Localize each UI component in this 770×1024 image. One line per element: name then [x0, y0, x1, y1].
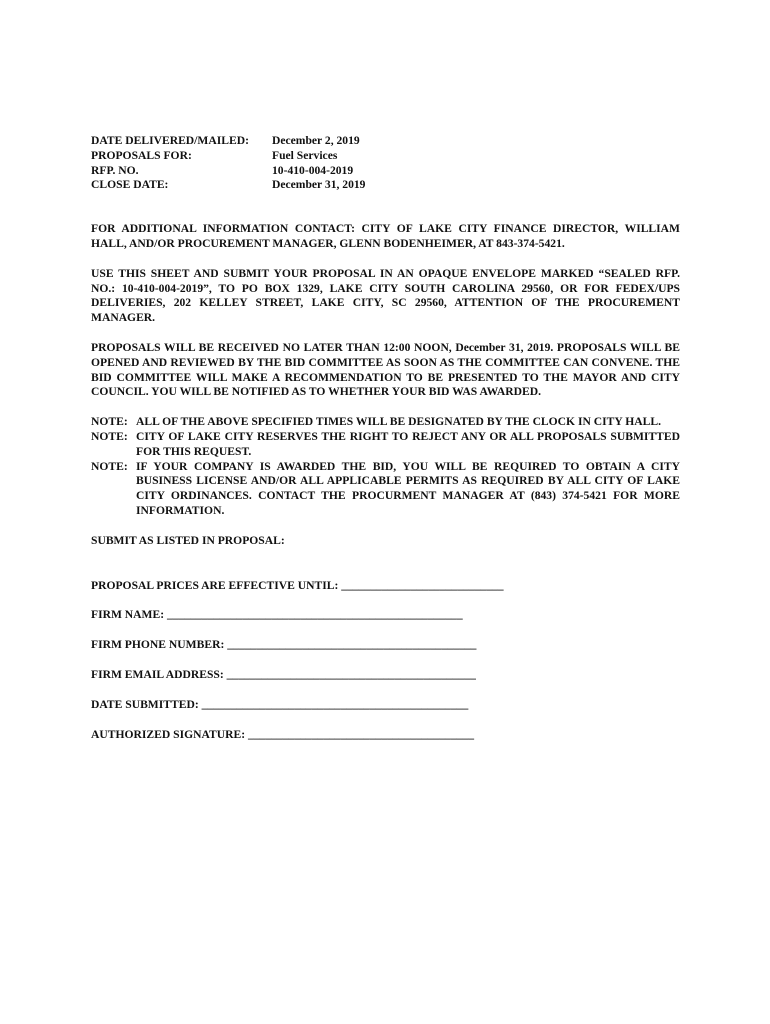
- header-row-rfp-no: [91, 164, 680, 179]
- header-row-close-date: [91, 178, 680, 193]
- note-label: NOTE:: [91, 429, 128, 443]
- header-value: 10-410-004-2019: [272, 163, 354, 177]
- header-label: PROPOSALS FOR:: [91, 148, 192, 162]
- note-business-license: [91, 460, 680, 519]
- header-row-proposals-for: [91, 149, 680, 164]
- field-firm-name[interactable]: FIRM NAME: ___________________________________________________: [91, 608, 463, 622]
- field-proposal-prices-effective[interactable]: PROPOSAL PRICES ARE EFFECTIVE UNTIL: ____________________________: [91, 578, 504, 592]
- note-text: IF YOUR COMPANY IS AWARDED THE BID, YOU WILL BE REQUIRED TO OBTAIN A CITY BUSINESS LICENSE AND/OR ALL APPLICABLE PERMITS AS REQUIRED BY ALL CITY OF LAKE CITY ORDINANCES. CONTACT THE PROCURMENT MANAGER AT (843) 374-5421 FOR MORE INFORMATION.: [136, 459, 680, 517]
- notes-block: [91, 415, 680, 519]
- field-authorized-signature[interactable]: AUTHORIZED SIGNATURE: _______________________________________: [91, 727, 475, 741]
- note-text: ALL OF THE ABOVE SPECIFIED TIMES WILL BE DESIGNATED BY THE CLOCK IN CITY HALL.: [136, 415, 661, 429]
- note-label: NOTE:: [91, 415, 128, 429]
- note-text: CITY OF LAKE CITY RESERVES THE RIGHT TO REJECT ANY OR ALL PROPOSALS SUBMITTED FOR THIS REQUEST.: [136, 429, 680, 458]
- header-block: [91, 134, 680, 193]
- note-reserves-right: [91, 430, 680, 460]
- field-firm-phone[interactable]: FIRM PHONE NUMBER: ___________________________________________: [91, 638, 477, 652]
- header-label: CLOSE DATE:: [91, 178, 169, 192]
- header-value: Fuel Services: [272, 148, 338, 162]
- note-label: NOTE:: [91, 459, 128, 473]
- rfp-document: [91, 134, 680, 742]
- contact-paragraph: FOR ADDITIONAL INFORMATION CONTACT: CITY OF LAKE CITY FINANCE DIRECTOR, WILLIAM HALL, AND/OR PROCUREMENT MANAGER, GLENN BODENHEIMER, AT 843-374-5421.: [91, 222, 680, 250]
- header-value: December 31, 2019: [272, 178, 366, 192]
- submit-heading: SUBMIT AS LISTED IN PROPOSAL:: [91, 533, 285, 547]
- header-label: DATE DELIVERED/MAILED:: [91, 134, 249, 147]
- header-value: December 2, 2019: [272, 134, 360, 147]
- header-label: RFP. NO.: [91, 163, 139, 177]
- header-row-date-delivered: [91, 134, 680, 149]
- note-clock: [91, 415, 680, 430]
- field-date-submitted[interactable]: DATE SUBMITTED: ______________________________________________: [91, 697, 469, 711]
- proposal-receipt-paragraph: PROPOSALS WILL BE RECEIVED NO LATER THAN 12:00 NOON, December 31, 2019. PROPOSALS WILL BE OPENED AND REVIEWED BY THE BID COMMITTEE AS SOON AS THE COMMITTEE CAN CONVENE. THE BID COMMITTEE WILL MAKE A RECOMMENDATION TO BE PRESENTED TO THE MAYOR AND CITY COUNCIL. YOU WILL BE NOTIFIED AS TO WHETHER YOUR BID WAS AWARDED.: [91, 340, 680, 399]
- field-firm-email[interactable]: FIRM EMAIL ADDRESS: ___________________________________________: [91, 667, 476, 681]
- submit-instructions-paragraph: USE THIS SHEET AND SUBMIT YOUR PROPOSAL IN AN OPAQUE ENVELOPE MARKED “SEALED RFP. NO.: 10-410-004-2019”, TO PO BOX 1329, LAKE CITY SOUTH CAROLINA 29560, OR FOR FEDEX/UPS DELIVERIES, 202 KELLEY STREET, LAKE CITY, SC 29560, ATTENTION OF THE PROCUREMENT MANAGER.: [91, 266, 680, 325]
